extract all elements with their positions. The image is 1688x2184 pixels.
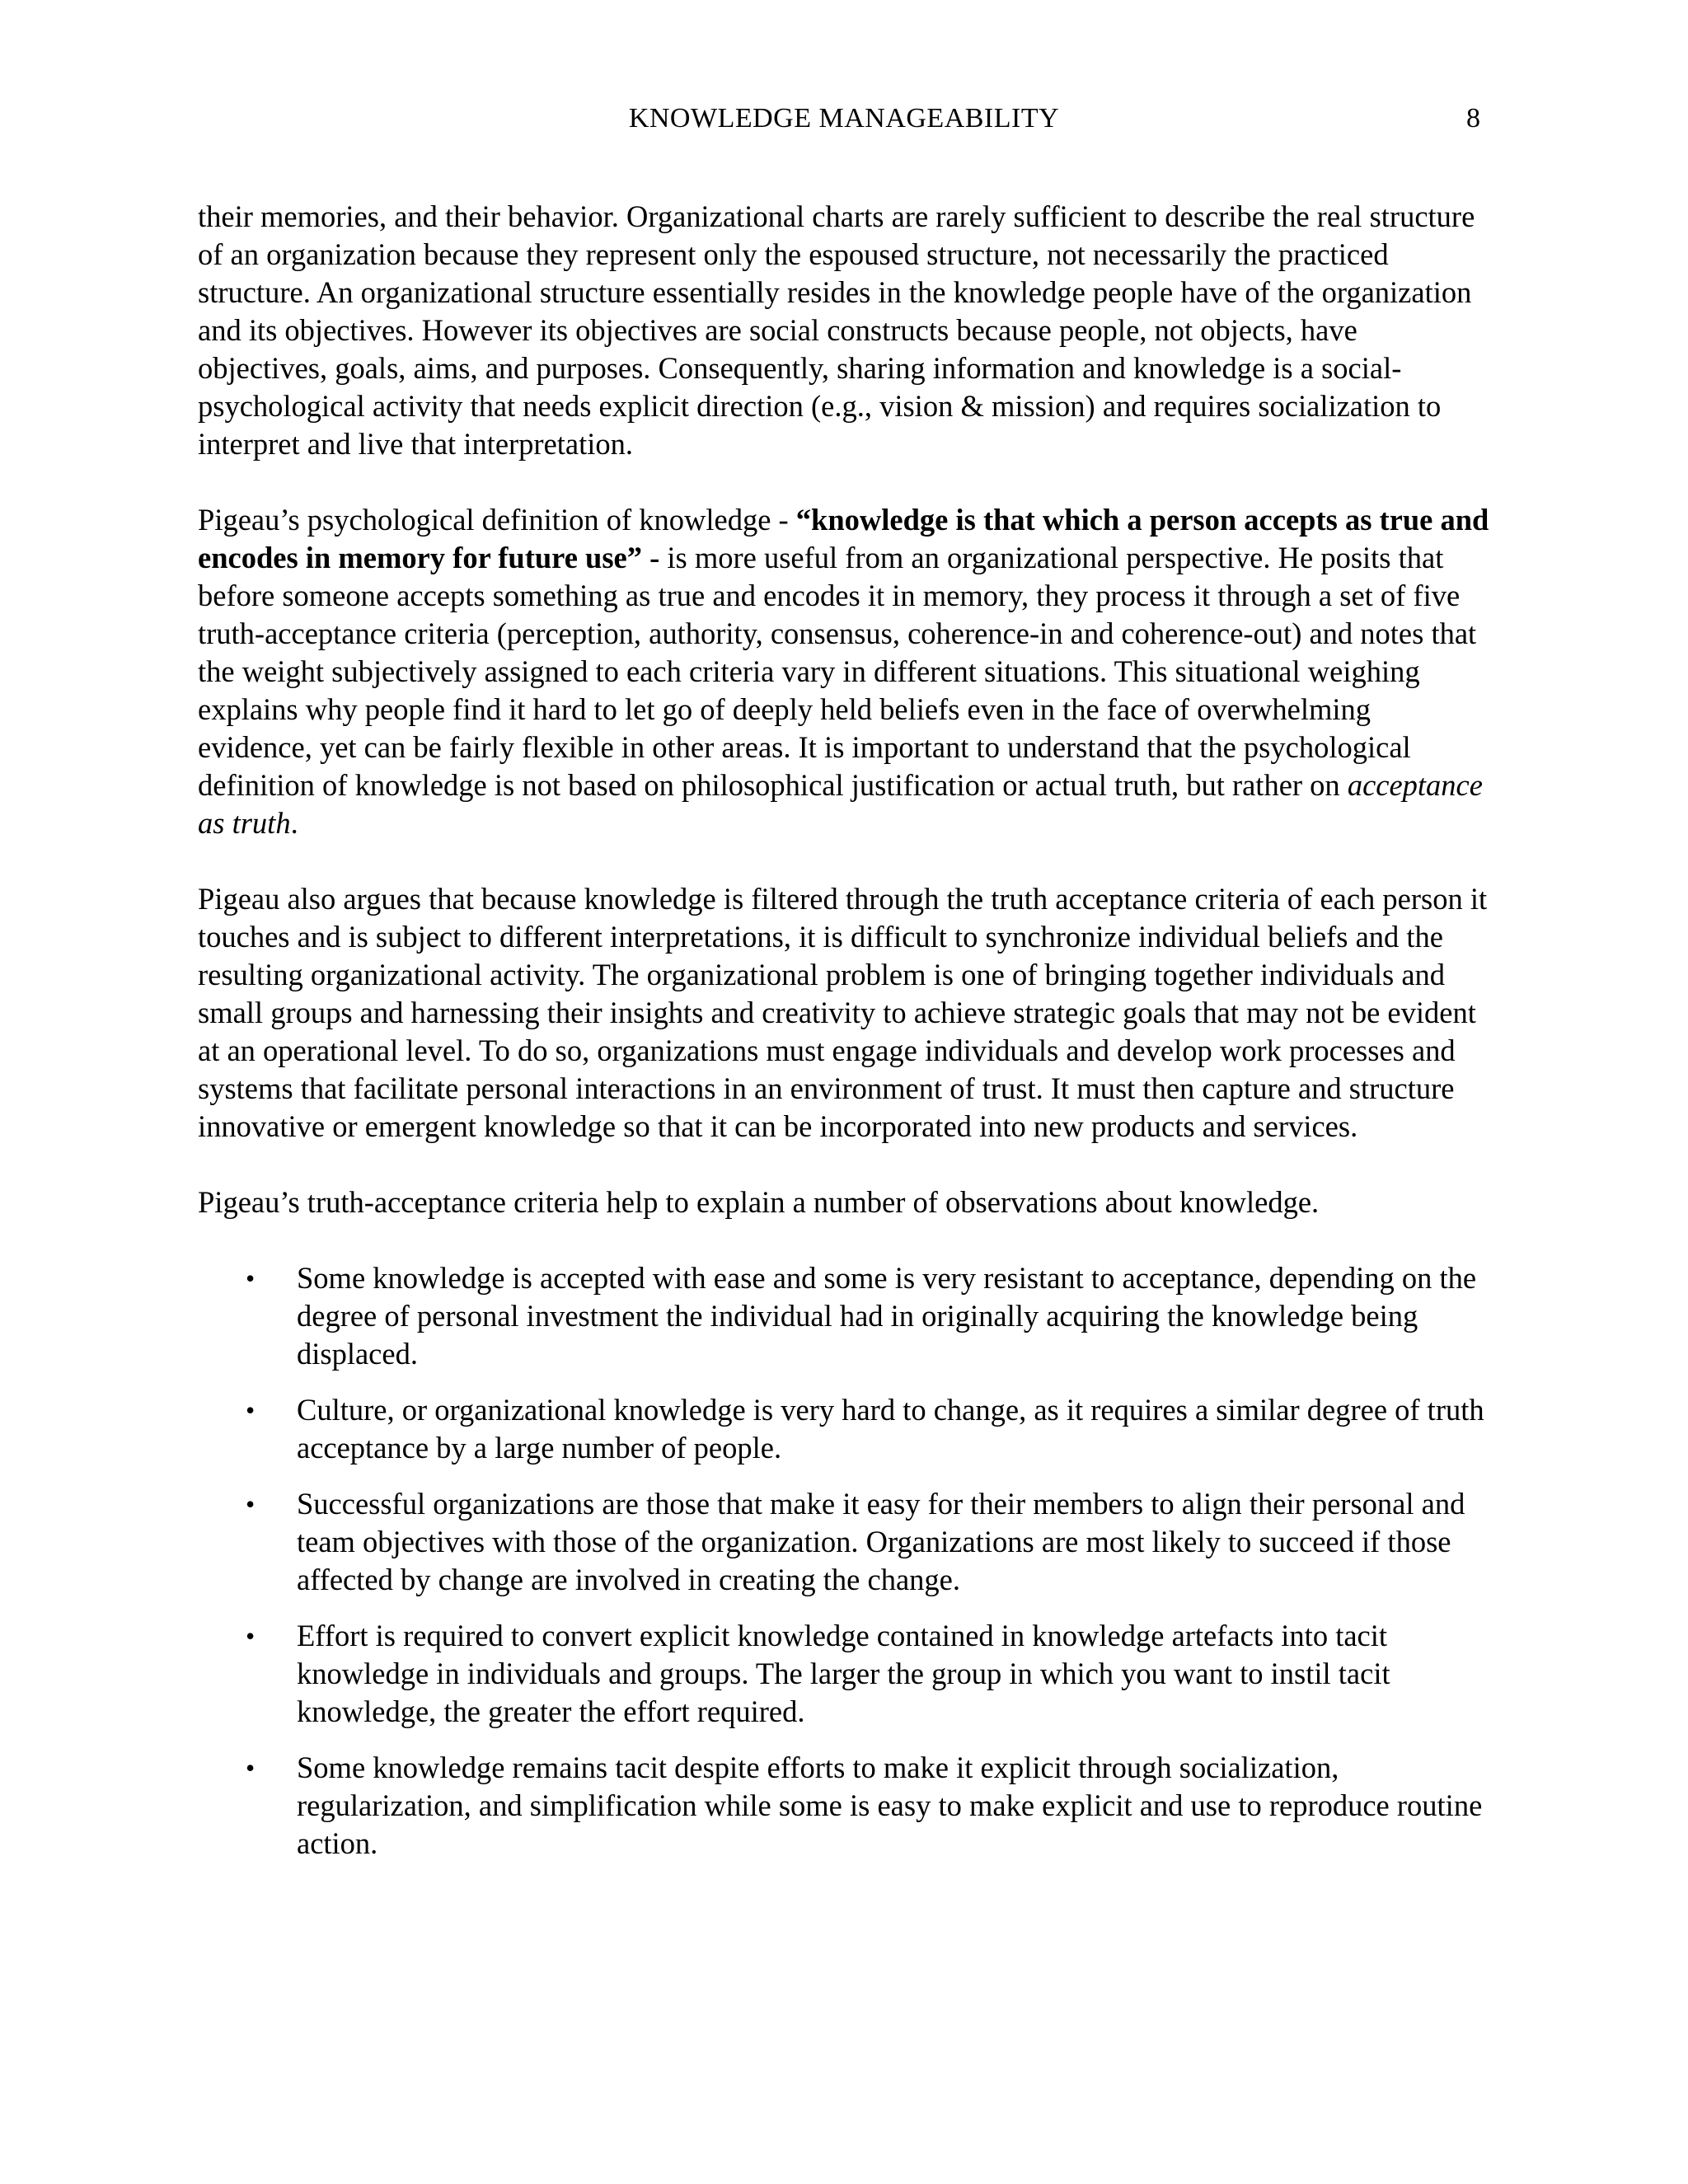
running-title: KNOWLEDGE MANAGEABILITY <box>628 103 1060 134</box>
list-item-text: Culture, or organizational knowledge is very hard to change, as it requires a similar degree of truth acceptance by a large number of people. <box>297 1393 1484 1465</box>
list-item-text: Some knowledge is accepted with ease and some is very resistant to acceptance, depending on the degree of personal investment the individual had in originally acquiring the knowledge being displaced. <box>297 1261 1477 1371</box>
list-item <box>198 1259 1492 1373</box>
definition-explanation: is more useful from an organizational perspective. He posits that before someone accepts something as true and encodes it in memory, they process it through a set of five truth-acceptance criteria (perception, authority, consensus, coherence-in and coherence-out) and notes that the weight subjectively assigned to each criteria vary in different situations. This situational weighing explains why people find it hard to let go of deeply held beliefs even in the face of overwhelming evidence, yet can be fairly flexible in other areas. It is important to understand that the psychological definition of knowledge is not based on philosophical justification or actual truth, but rather on <box>198 541 1477 802</box>
list-item-text: Some knowledge remains tacit despite efforts to make it explicit through socialization, regularization, and simplification while some is easy to make explicit and use to reproduce routine action. <box>297 1750 1483 1860</box>
list-item <box>198 1485 1492 1599</box>
acceptance-as-truth-phrase: acceptance as truth <box>198 768 1483 840</box>
knowledge-definition-quote: “knowledge is that which a person accepts as true and encodes in memory for future use” - <box>198 503 1489 574</box>
list-item <box>198 1617 1492 1731</box>
running-head <box>0 99 1688 138</box>
bullet-icon: • <box>246 1621 256 1651</box>
definition-intro: Pigeau’s psychological definition of knowledge - <box>198 503 796 537</box>
bullet-icon: • <box>246 1753 256 1783</box>
bullet-icon: • <box>246 1263 256 1293</box>
definition-end: . <box>290 806 298 840</box>
paragraph-observations-intro: Pigeau’s truth-acceptance criteria help to explain a number of observations about knowledge. <box>198 1185 1320 1219</box>
paragraph-pigeau-definition <box>198 501 1492 842</box>
bullet-icon: • <box>246 1489 256 1519</box>
observations-list <box>198 1259 1492 1863</box>
list-item <box>198 1391 1492 1467</box>
paragraph-synchronization-problem: Pigeau also argues that because knowledge is filtered through the truth acceptance criteria of each person it touches and is subject to different interpretations, it is difficult to synchronize individual beliefs and the resulting organizational activity. The organizational problem is one of bringing together individuals and small groups and harnessing their insights and creativity to achieve strategic goals that may not be evident at an operational level. To do so, organizations must engage individuals and develop work processes and systems that facilitate personal interactions in an environment of trust. It must then capture and structure innovative or emergent knowledge so that it can be incorporated into new products and services. <box>198 882 1488 1143</box>
list-item <box>198 1749 1492 1863</box>
paragraph-organizational-structure: their memories, and their behavior. Organizational charts are rarely sufficient to describe the real structure of an organization because they represent only the espoused structure, not necessarily the practiced structure. An organizational structure essentially resides in the knowledge people have of the organization and its objectives. However its objectives are social constructs because people, not objects, have objectives, goals, aims, and purposes. Consequently, sharing information and knowledge is a social-psychological activity that needs explicit direction (e.g., vision & mission) and requires socialization to interpret and live that interpretation. <box>198 199 1475 461</box>
page-number: 8 <box>1466 103 1480 134</box>
bullet-icon: • <box>246 1395 256 1425</box>
list-item-text: Effort is required to convert explicit knowledge contained in knowledge artefacts into tacit knowledge in individuals and groups. The larger the group in which you want to instil tacit knowledge, the greater the effort required. <box>297 1619 1390 1728</box>
list-item-text: Successful organizations are those that make it easy for their members to align their personal and team objectives with those of the organization. Organizations are most likely to succeed if those affected by change are involved in creating the change. <box>297 1487 1465 1596</box>
body-text <box>198 198 1492 1881</box>
